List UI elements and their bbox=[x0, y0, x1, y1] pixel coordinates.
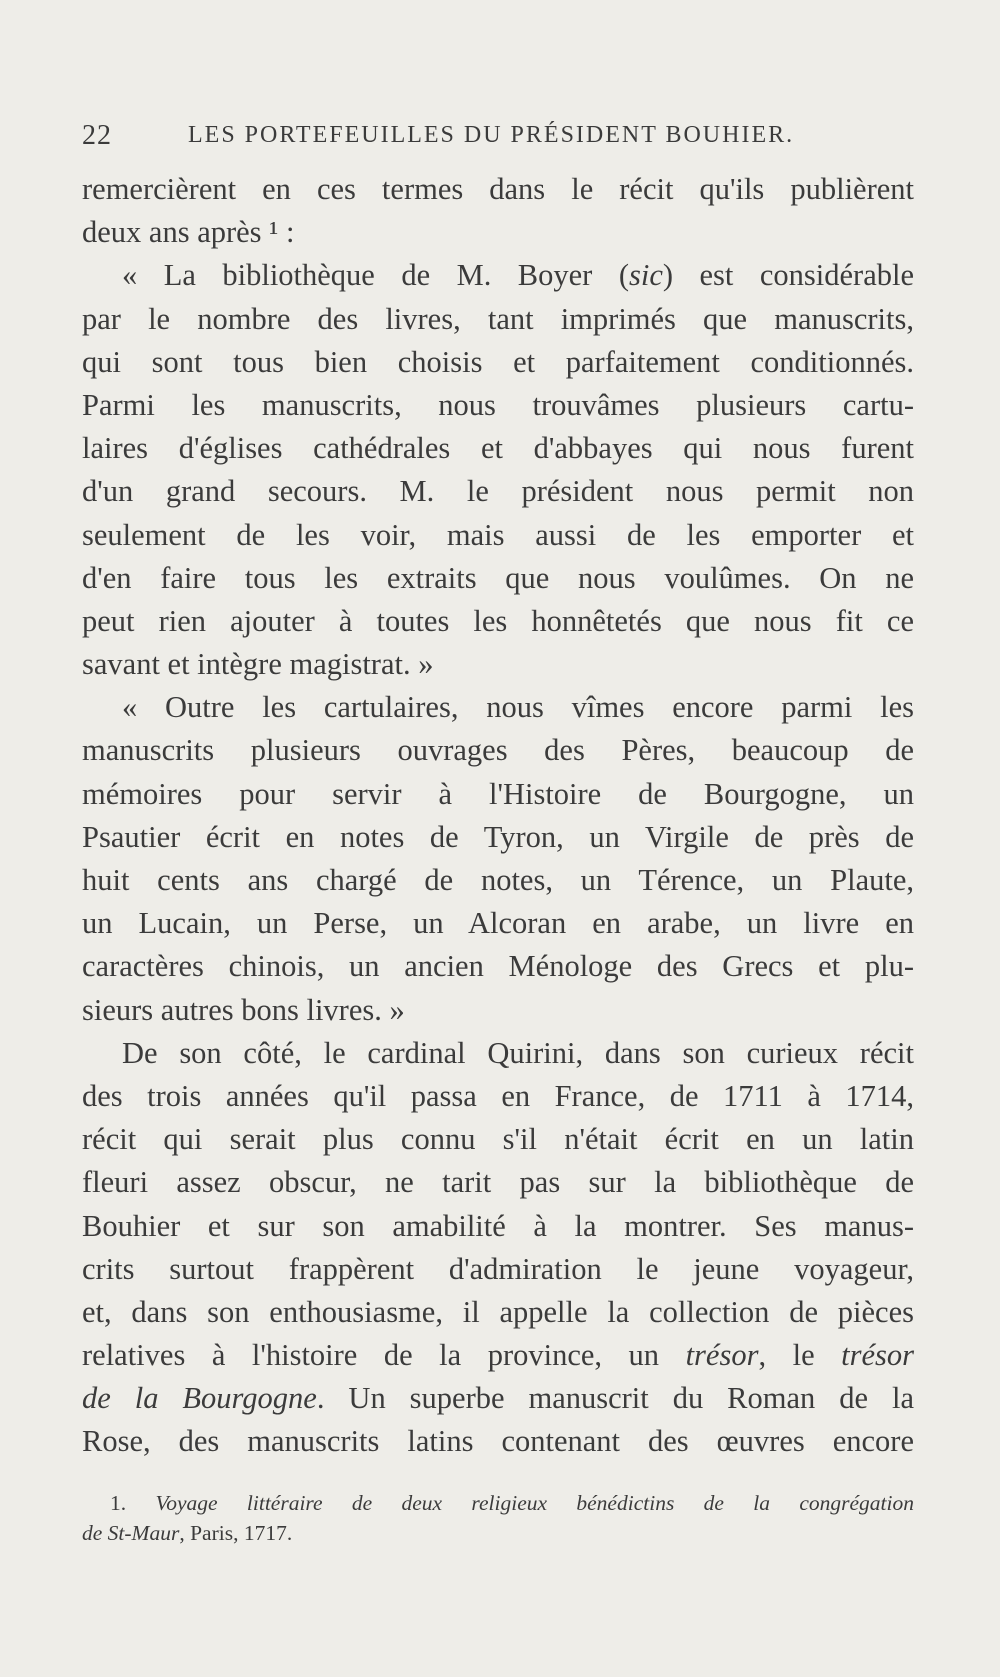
body-line: Bouhier et sur son amabilité à la montrer. Ses manus- bbox=[82, 1208, 914, 1243]
body-line: fleuri assez obscur, ne tarit pas sur la bibliothèque de bbox=[82, 1165, 914, 1200]
body-line: seulement de les voir, mais aussi de les emporter et bbox=[82, 517, 914, 552]
body-text bbox=[82, 168, 914, 1464]
footnote-line: de St-Maur, Paris, 1717. bbox=[82, 1521, 293, 1545]
body-line: caractères chinois, un ancien Ménologe des Grecs et plu- bbox=[82, 949, 914, 984]
body-line: laires d'églises cathédrales et d'abbayes qui nous furent bbox=[82, 431, 914, 466]
page-header bbox=[82, 120, 912, 160]
body-line: deux ans après ¹ : bbox=[82, 215, 295, 250]
body-line: Rose, des manuscrits latins contenant des œuvres encore bbox=[82, 1424, 914, 1459]
body-line: un Lucain, un Perse, un Alcoran en arabe, un livre en bbox=[82, 906, 914, 941]
body-line: relatives à l'histoire de la province, un trésor, le trésor bbox=[82, 1338, 915, 1373]
body-line: huit cents ans chargé de notes, un Térence, un Plaute, bbox=[82, 863, 914, 897]
body-line: sieurs autres bons livres. » bbox=[82, 992, 405, 1027]
body-line: Parmi les manuscrits, nous trouvâmes plusieurs cartu- bbox=[82, 387, 914, 422]
body-line: par le nombre des livres, tant imprimés que manuscrits, bbox=[82, 301, 914, 336]
body-line: qui sont tous bien choisis et parfaitement conditionnés. bbox=[82, 344, 914, 379]
running-head: LES PORTEFEUILLES DU PRÉSIDENT BOUHIER. bbox=[188, 122, 795, 148]
body-line: « La bibliothèque de M. Boyer (sic) est considérable bbox=[122, 258, 914, 293]
footnote-line: 1. Voyage littéraire de deux religieux bénédictins de la congrégation bbox=[110, 1491, 914, 1515]
body-line: d'en faire tous les extraits que nous voulûmes. On ne bbox=[82, 560, 914, 595]
body-line: peut rien ajouter à toutes les honnêtetés que nous fit ce bbox=[82, 603, 914, 638]
body-line: manuscrits plusieurs ouvrages des Pères, beaucoup de bbox=[82, 733, 914, 768]
body-line: crits surtout frappèrent d'admiration le jeune voyageur, bbox=[82, 1251, 914, 1286]
footnotes bbox=[82, 1488, 914, 1548]
body-line: « Outre les cartulaires, nous vîmes encore parmi les bbox=[122, 690, 914, 725]
body-line: de la Bourgogne. Un superbe manuscrit du Roman de la bbox=[82, 1381, 914, 1416]
body-line: savant et intègre magistrat. » bbox=[82, 647, 434, 682]
body-line: De son côté, le cardinal Quirini, dans son curieux récit bbox=[122, 1035, 914, 1070]
body-line: d'un grand secours. M. le président nous permit non bbox=[82, 474, 914, 509]
body-line: récit qui serait plus connu s'il n'était écrit en un latin bbox=[82, 1122, 914, 1157]
body-line: Psautier écrit en notes de Tyron, un Virgile de près de bbox=[82, 819, 914, 854]
body-line: des trois années qu'il passa en France, de 1711 à 1714, bbox=[82, 1078, 914, 1113]
body-line: remercièrent en ces termes dans le récit qu'ils publièrent bbox=[82, 172, 914, 206]
body-line: mémoires pour servir à l'Histoire de Bourgogne, un bbox=[82, 776, 914, 811]
body-line: et, dans son enthousiasme, il appelle la collection de pièces bbox=[82, 1294, 914, 1329]
page-number: 22 bbox=[82, 120, 112, 151]
